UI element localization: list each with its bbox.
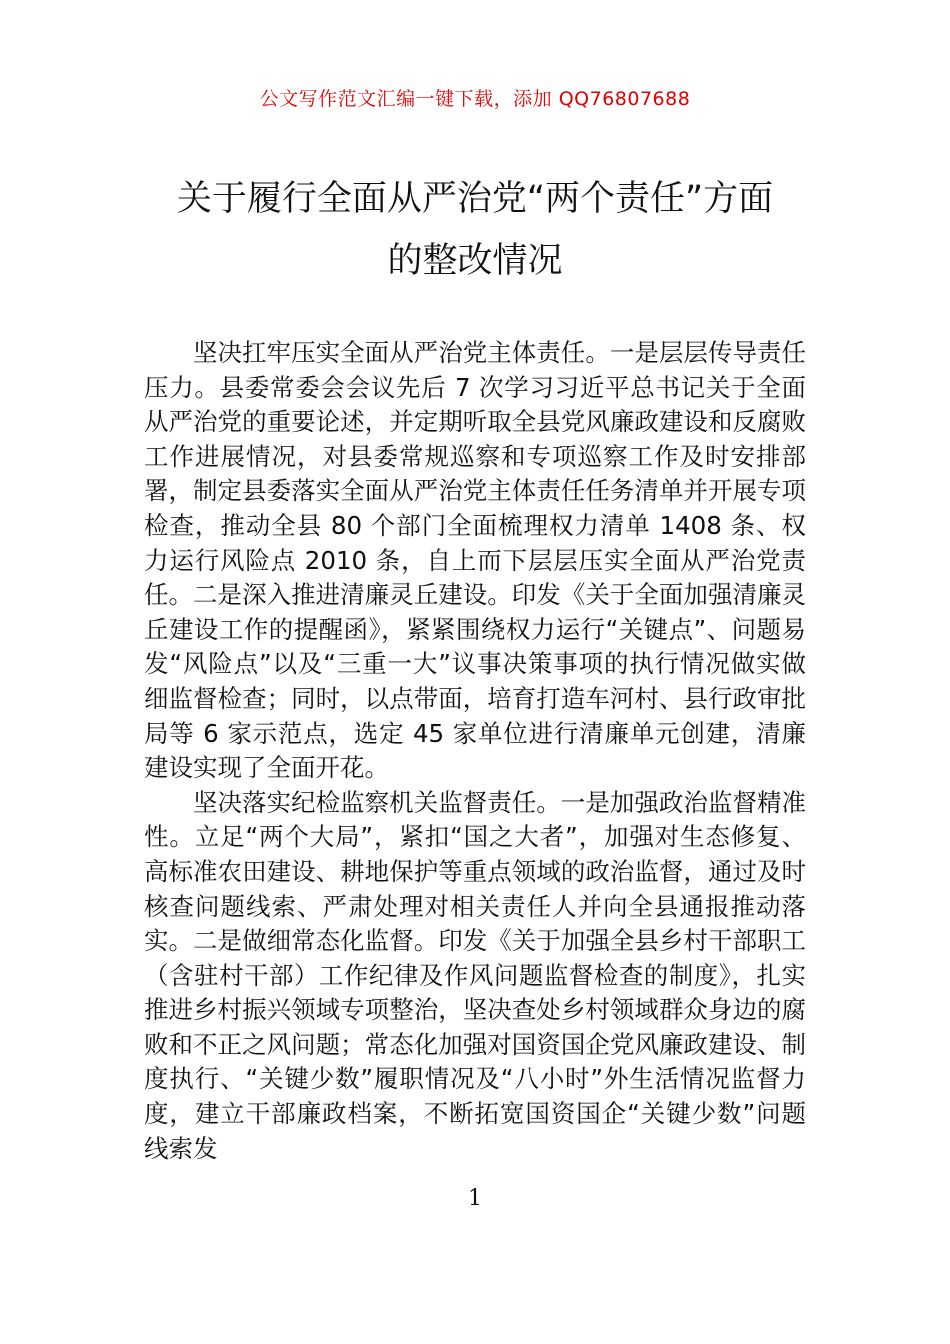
document-title — [0, 168, 950, 292]
page-number: 1 — [468, 1186, 482, 1211]
paragraph-2: 坚决落实纪检监察机关监督责任。一是加强政治监督精准性。立足“两个大局”，紧扣“国之大者”，加强对生态修复、高标准农田建设、耕地保护等重点领域的政治监督，通过及时核查问题线索、严肃处理对相关责任人并向全县通报推动落实。二是做细常态化监督。印发《关于加强全县乡村干部职工（含驻村干部）工作纪律及作风问题监督检查的制度》，扎实推进乡村振兴领域专项整治，坚决查处乡村领域群众身边的腐败和不正之风问题；常态化加强对国资国企党风廉政建设、制度执行、“关键少数”履职情况及“八小时”外生活情况监督力度，建立干部廉政档案，不断拓宽国资国企“关键少数”问题线索发 — [144, 787, 806, 1163]
document-body — [144, 336, 806, 1166]
paragraph-1: 坚决扛牢压实全面从严治党主体责任。一是层层传导责任压力。县委常委会会议先后 7 次学习习近平总书记关于全面从严治党的重要论述，并定期听取全县党风廉政建设和反腐败工作进展情况，对县委常规巡察和专项巡察工作及时安排部署，制定县委落实全面从严治党主体责任任务清单并开展专项检查，推动全县 80 个部门全面梳理权力清单 1408 条、权力运行风险点 2010 条，自上而下层层压实全面从严治党责任。二是深入推进清廉灵丘建设。印发《关于全面加强清廉灵丘建设工作的提醒函》，紧紧围绕权力运行“关键点”、问题易发“风险点”以及“三重一大”议事决策事项的执行情况做实做细监督检查；同时，以点带面，培育打造车河村、县行政审批局等 6 家示范点，选定 45 家单位进行清廉单元创建，清廉建设实现了全面开花。 — [144, 338, 806, 783]
title-line-1: 关于履行全面从严治党“两个责任”方面 — [176, 179, 774, 219]
download-banner: 公文写作范文汇编一键下载，添加 QQ76807688 — [259, 88, 691, 110]
title-line-2: 的整改情况 — [387, 241, 563, 281]
